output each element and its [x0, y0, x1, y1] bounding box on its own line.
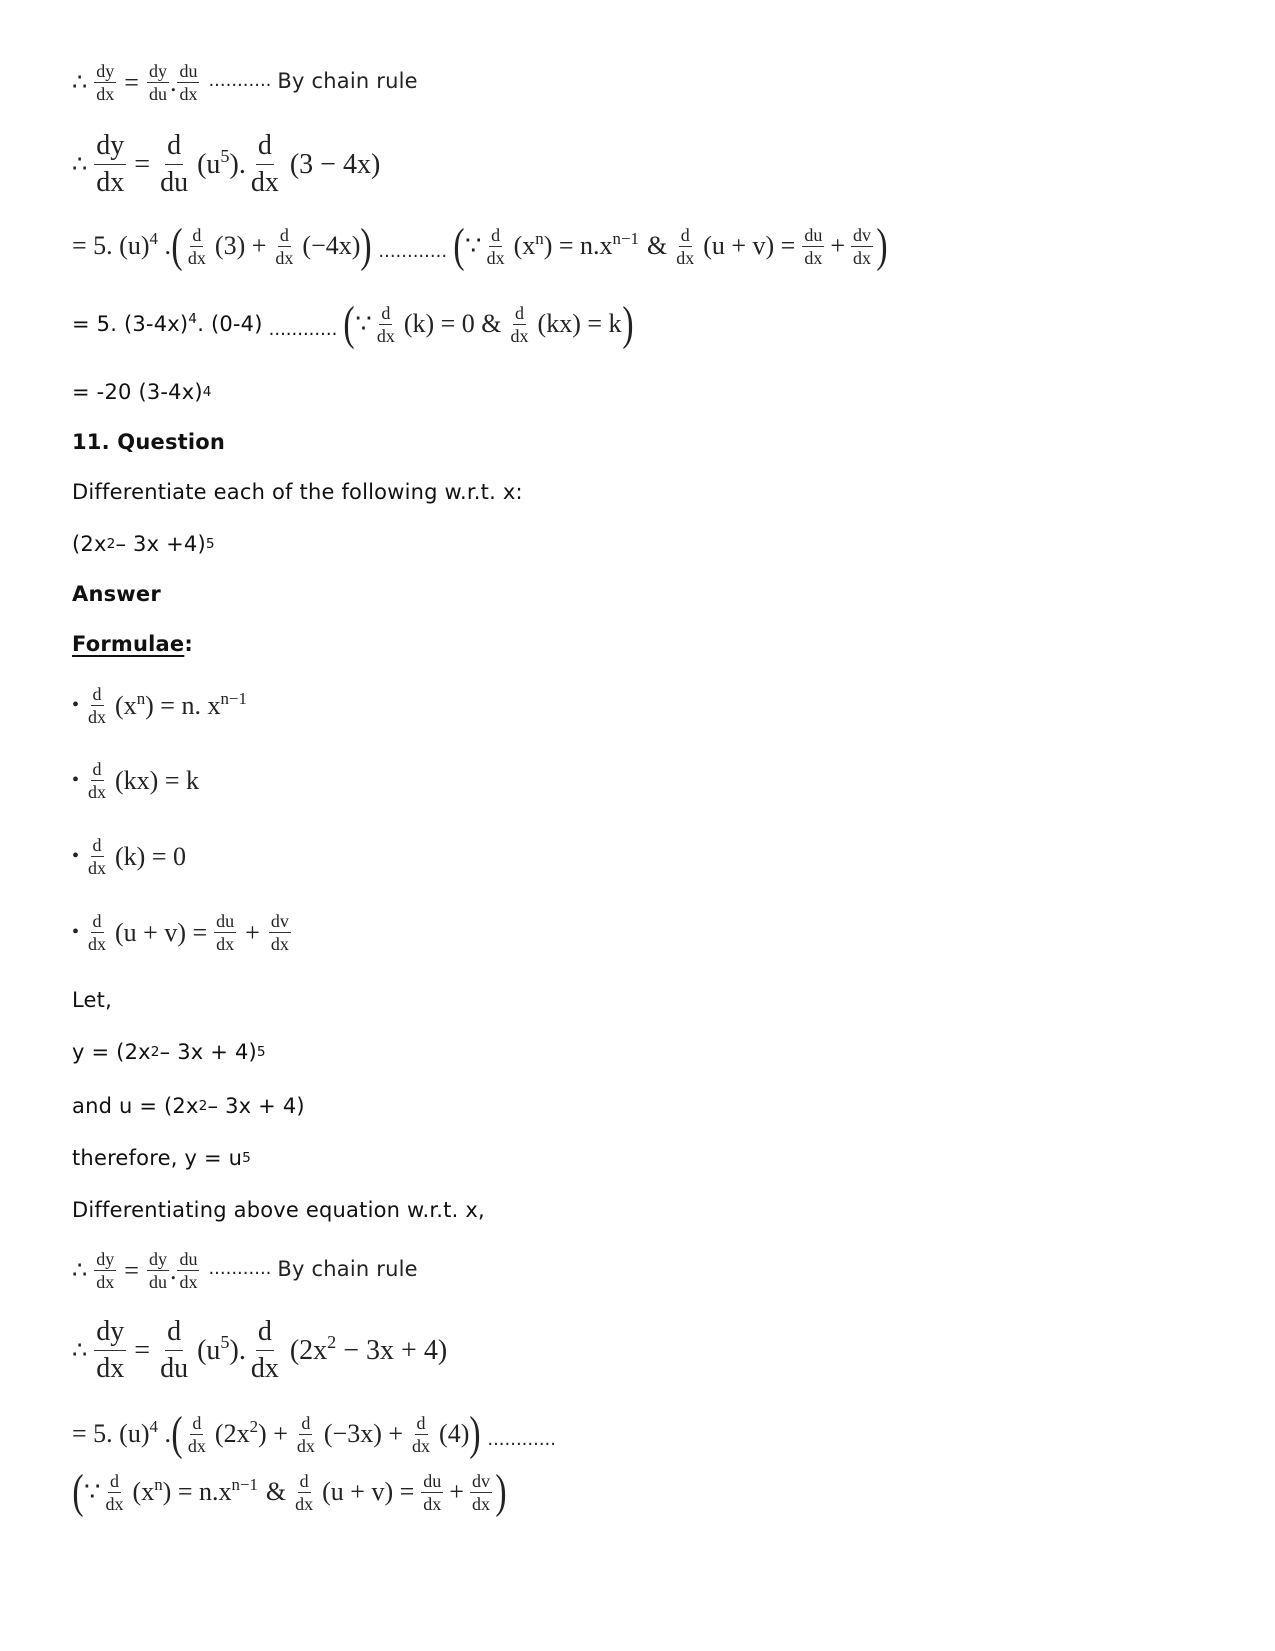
formula-item: • $\frac{d}{dx}$ (kx) = k	[72, 759, 199, 802]
chain-rule-label: By chain rule	[277, 68, 418, 93]
fraction-dy-dx: $\frac{dy}{dx}$	[96, 130, 125, 198]
formula-item: • $\frac{d}{dx}$ (u + v) = $\frac{du}{dx}$ + $\frac{dv}{dx}$	[72, 911, 289, 954]
expand-line-prev: ∴ $\frac{dy}{dx}$ = $\frac{d}{du}$ $(u^5)$. $\frac{d}{dx}$ (3 − 4x)	[72, 130, 381, 198]
chain-rule-line: ∴ $\frac{dy}{dx}$ = $\frac{dy}{du}$ . $\frac{du}{dx}$ ........... By chain rule	[72, 1249, 418, 1292]
formulae-heading: Formulae :	[72, 632, 193, 656]
step1-prev: = 5. $(u)^4$ . ( $\frac{d}{dx}$ (3) + $\frac{d}{dx}$ (−4x) ) ............ ( ∵ $\frac{d}{dx}$ $(x^n) = n.x^{n-1}$ & $\frac{d}{dx}$ (u + v) = $\frac{du}{dx}$ + $\frac{dv}{dx}$ )	[72, 219, 888, 272]
question-prompt: Differentiate each of the following w.r.t. x:	[72, 480, 523, 504]
chain-rule-line-prev: ∴ $\frac{dy}{dx}$ = $\frac{dy}{du}$ . $\frac{du}{dx}$ ........... By chain rule	[72, 61, 418, 104]
fraction-d-dx: $\frac{d}{dx}$	[250, 130, 279, 198]
fraction-du-dx: $\frac{du}{dx}$	[179, 61, 198, 104]
step1-reason: ( ∵ $\frac{d}{dx}$ $(x^n) = n.x^{n-1}$ & $\frac{d}{dx}$ (u + v) = $\frac{du}{dx}$ + $\frac{dv}{dx}$ )	[72, 1465, 507, 1518]
fraction-dy-dx: $\frac{dy}{dx}$	[96, 61, 115, 104]
u-definition: and u = (2x 2 – 3x + 4)	[72, 1094, 305, 1118]
question-heading: 11. Question	[72, 430, 226, 454]
step2-prev: = 5. $(3-4x)^4$. (0-4) ............ ( ∵ $\frac{d}{dx}$ (k) = 0 & $\frac{d}{dx}$ (kx) = k )	[72, 297, 634, 350]
answer-heading: Answer	[72, 582, 161, 606]
therefore-line: therefore, y = u 5	[72, 1146, 252, 1170]
fraction-dy-du: $\frac{dy}{du}$	[148, 61, 167, 104]
fraction-d-du: $\frac{d}{du}$	[160, 130, 189, 198]
y-definition: y = (2x 2 – 3x + 4) 5	[72, 1040, 266, 1064]
therefore-symbol: ∴	[72, 70, 88, 96]
expand-line: ∴ $\frac{dy}{dx}$ = $\frac{d}{du}$ $(u^5)$. $\frac{d}{dx}$ $(2x^2 - 3x + 4)$	[72, 1316, 448, 1384]
question-expression: (2x 2 – 3x +4) 5	[72, 532, 215, 556]
differentiating-line: Differentiating above equation w.r.t. x,	[72, 1198, 485, 1222]
formula-item: • $\frac{d}{dx}$ $(x^n) = n$. $x^{n-1}$	[72, 684, 247, 727]
formula-item: • $\frac{d}{dx}$ (k) = 0	[72, 835, 186, 878]
result-prev: = -20 (3-4x) 4	[72, 380, 212, 404]
step1: = 5. $(u)^4$ . ( $\frac{d}{dx}$ $(2x^2)$ + $\frac{d}{dx}$ (−3x) + $\frac{d}{dx}$ (4) ) ............	[72, 1407, 557, 1460]
let-label: Let,	[72, 988, 112, 1012]
